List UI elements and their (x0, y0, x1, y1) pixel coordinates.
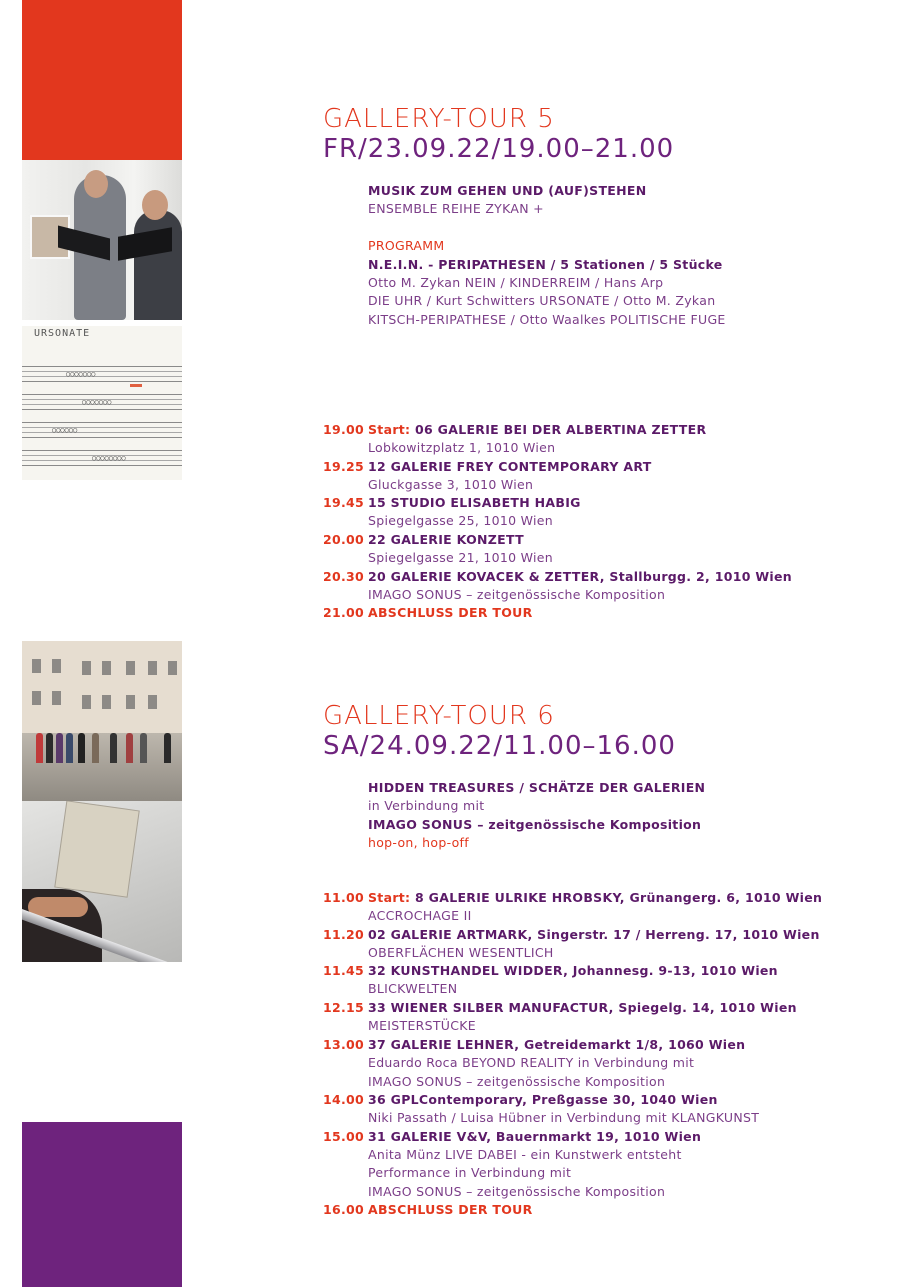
tour5-program-line: DIE UHR / Kurt Schwitters URSONATE / Otto M. Zykan (368, 293, 716, 308)
tour6-subtitle: HIDDEN TREASURES / SCHÄTZE DER GALERIEN (368, 780, 706, 795)
stop-detail: BLICKWELTEN (368, 981, 458, 996)
stop-name: 15 STUDIO ELISABETH HABIG (368, 495, 581, 510)
stop-detail: Spiegelgasse 21, 1010 Wien (368, 550, 554, 565)
stop-name: 02 GALERIE ARTMARK, Singerstr. 17 / Herreng. 17, 1010 Wien (368, 927, 820, 942)
stop-detail: Eduardo Roca BEYOND REALITY in Verbindung mit (368, 1055, 695, 1070)
tour6-title: GALLERY-TOUR 6 (323, 701, 555, 731)
start-label: Start: (368, 422, 411, 437)
stop-detail: Gluckgasse 3, 1010 Wien (368, 477, 534, 492)
stop-name: 33 WIENER SILBER MANUFACTUR, Spiegelg. 14, 1010 Wien (368, 1000, 797, 1015)
purple-color-block (22, 1122, 182, 1287)
stop-name: 32 KUNSTHANDEL WIDDER, Johannesg. 9-13, 1010 Wien (368, 963, 778, 978)
stop-name: 20 GALERIE KOVACEK & ZETTER, Stallburgg. 2, 1010 Wien (368, 569, 792, 584)
photo-flute (22, 801, 182, 962)
tour6-hop: hop-on, hop-off (368, 835, 469, 850)
end-label: ABSCHLUSS DER TOUR (368, 1202, 533, 1217)
stop-time: 19.00 (323, 422, 365, 437)
stop-detail: Lobkowitzplatz 1, 1010 Wien (368, 440, 556, 455)
tour6-connector: in Verbindung mit (368, 798, 485, 813)
stop-time: 11.20 (323, 927, 365, 942)
tour5-program-label: PROGRAMM (368, 238, 445, 253)
stop-name: 36 GPLContemporary, Preßgasse 30, 1040 Wien (368, 1092, 718, 1107)
stop-time: 19.25 (323, 459, 365, 474)
stop-time: 11.45 (323, 963, 365, 978)
stop-name: 12 GALERIE FREY CONTEMPORARY ART (368, 459, 652, 474)
end-time: 16.00 (323, 1202, 365, 1217)
stop-detail: Performance in Verbindung mit (368, 1165, 572, 1180)
stop-time: 14.00 (323, 1092, 365, 1107)
stop-name: 31 GALERIE V&V, Bauernmarkt 19, 1010 Wien (368, 1129, 702, 1144)
stop-time: 20.00 (323, 532, 365, 547)
tour5-program-title: N.E.I.N. - PERIPATHESEN / 5 Stationen / 5 Stücke (368, 257, 723, 272)
tour6-date: SA/24.09.22/11.00–16.00 (323, 731, 676, 761)
photo-singers (22, 160, 182, 320)
stop-name: 22 GALERIE KONZETT (368, 532, 524, 547)
photo-score: URSONATE ○○○○○○○ ○○○○○○○ ○○○○○○ ○○○○○○○○ (22, 326, 182, 480)
tour5-program-line: KITSCH-PERIPATHESE / Otto Waalkes POLITISCHE FUGE (368, 312, 726, 327)
stop-time: 12.15 (323, 1000, 365, 1015)
stop-detail: Spiegelgasse 25, 1010 Wien (368, 513, 554, 528)
tour5-date: FR/23.09.22/19.00–21.00 (323, 134, 675, 164)
stop-name: Start: 06 GALERIE BEI DER ALBERTINA ZETTER (368, 422, 707, 437)
stop-detail: MEISTERSTÜCKE (368, 1018, 476, 1033)
stop-name: Start: 8 GALERIE ULRIKE HROBSKY, Grünangerg. 6, 1010 Wien (368, 890, 823, 905)
stop-detail: Anita Münz LIVE DABEI - ein Kunstwerk entsteht (368, 1147, 682, 1162)
stop-detail: IMAGO SONUS – zeitgenössische Komposition (368, 587, 666, 602)
start-label: Start: (368, 890, 411, 905)
stop-detail: Niki Passath / Luisa Hübner in Verbindung mit KLANGKUNST (368, 1110, 760, 1125)
stop-detail: IMAGO SONUS – zeitgenössische Komposition (368, 1184, 666, 1199)
tour6-imago: IMAGO SONUS – zeitgenössische Komposition (368, 817, 702, 832)
end-time: 21.00 (323, 605, 365, 620)
stop-time: 13.00 (323, 1037, 365, 1052)
stop-detail: OBERFLÄCHEN WESENTLICH (368, 945, 554, 960)
score-title: URSONATE (34, 328, 91, 339)
tour5-title: GALLERY-TOUR 5 (323, 104, 555, 134)
tour5-program-line: Otto M. Zykan NEIN / KINDERREIM / Hans Arp (368, 275, 664, 290)
end-label: ABSCHLUSS DER TOUR (368, 605, 533, 620)
tour5-ensemble: ENSEMBLE REIHE ZYKAN + (368, 201, 544, 216)
stop-time: 15.00 (323, 1129, 365, 1144)
stop-time: 11.00 (323, 890, 365, 905)
red-color-block (22, 0, 182, 160)
tour5-subtitle: MUSIK ZUM GEHEN UND (AUF)STEHEN (368, 183, 647, 198)
stop-time: 20.30 (323, 569, 365, 584)
photo-street (22, 641, 182, 801)
stop-name: 37 GALERIE LEHNER, Getreidemarkt 1/8, 1060 Wien (368, 1037, 746, 1052)
stop-detail: ACCROCHAGE II (368, 908, 472, 923)
stop-time: 19.45 (323, 495, 365, 510)
stop-detail: IMAGO SONUS – zeitgenössische Komposition (368, 1074, 666, 1089)
